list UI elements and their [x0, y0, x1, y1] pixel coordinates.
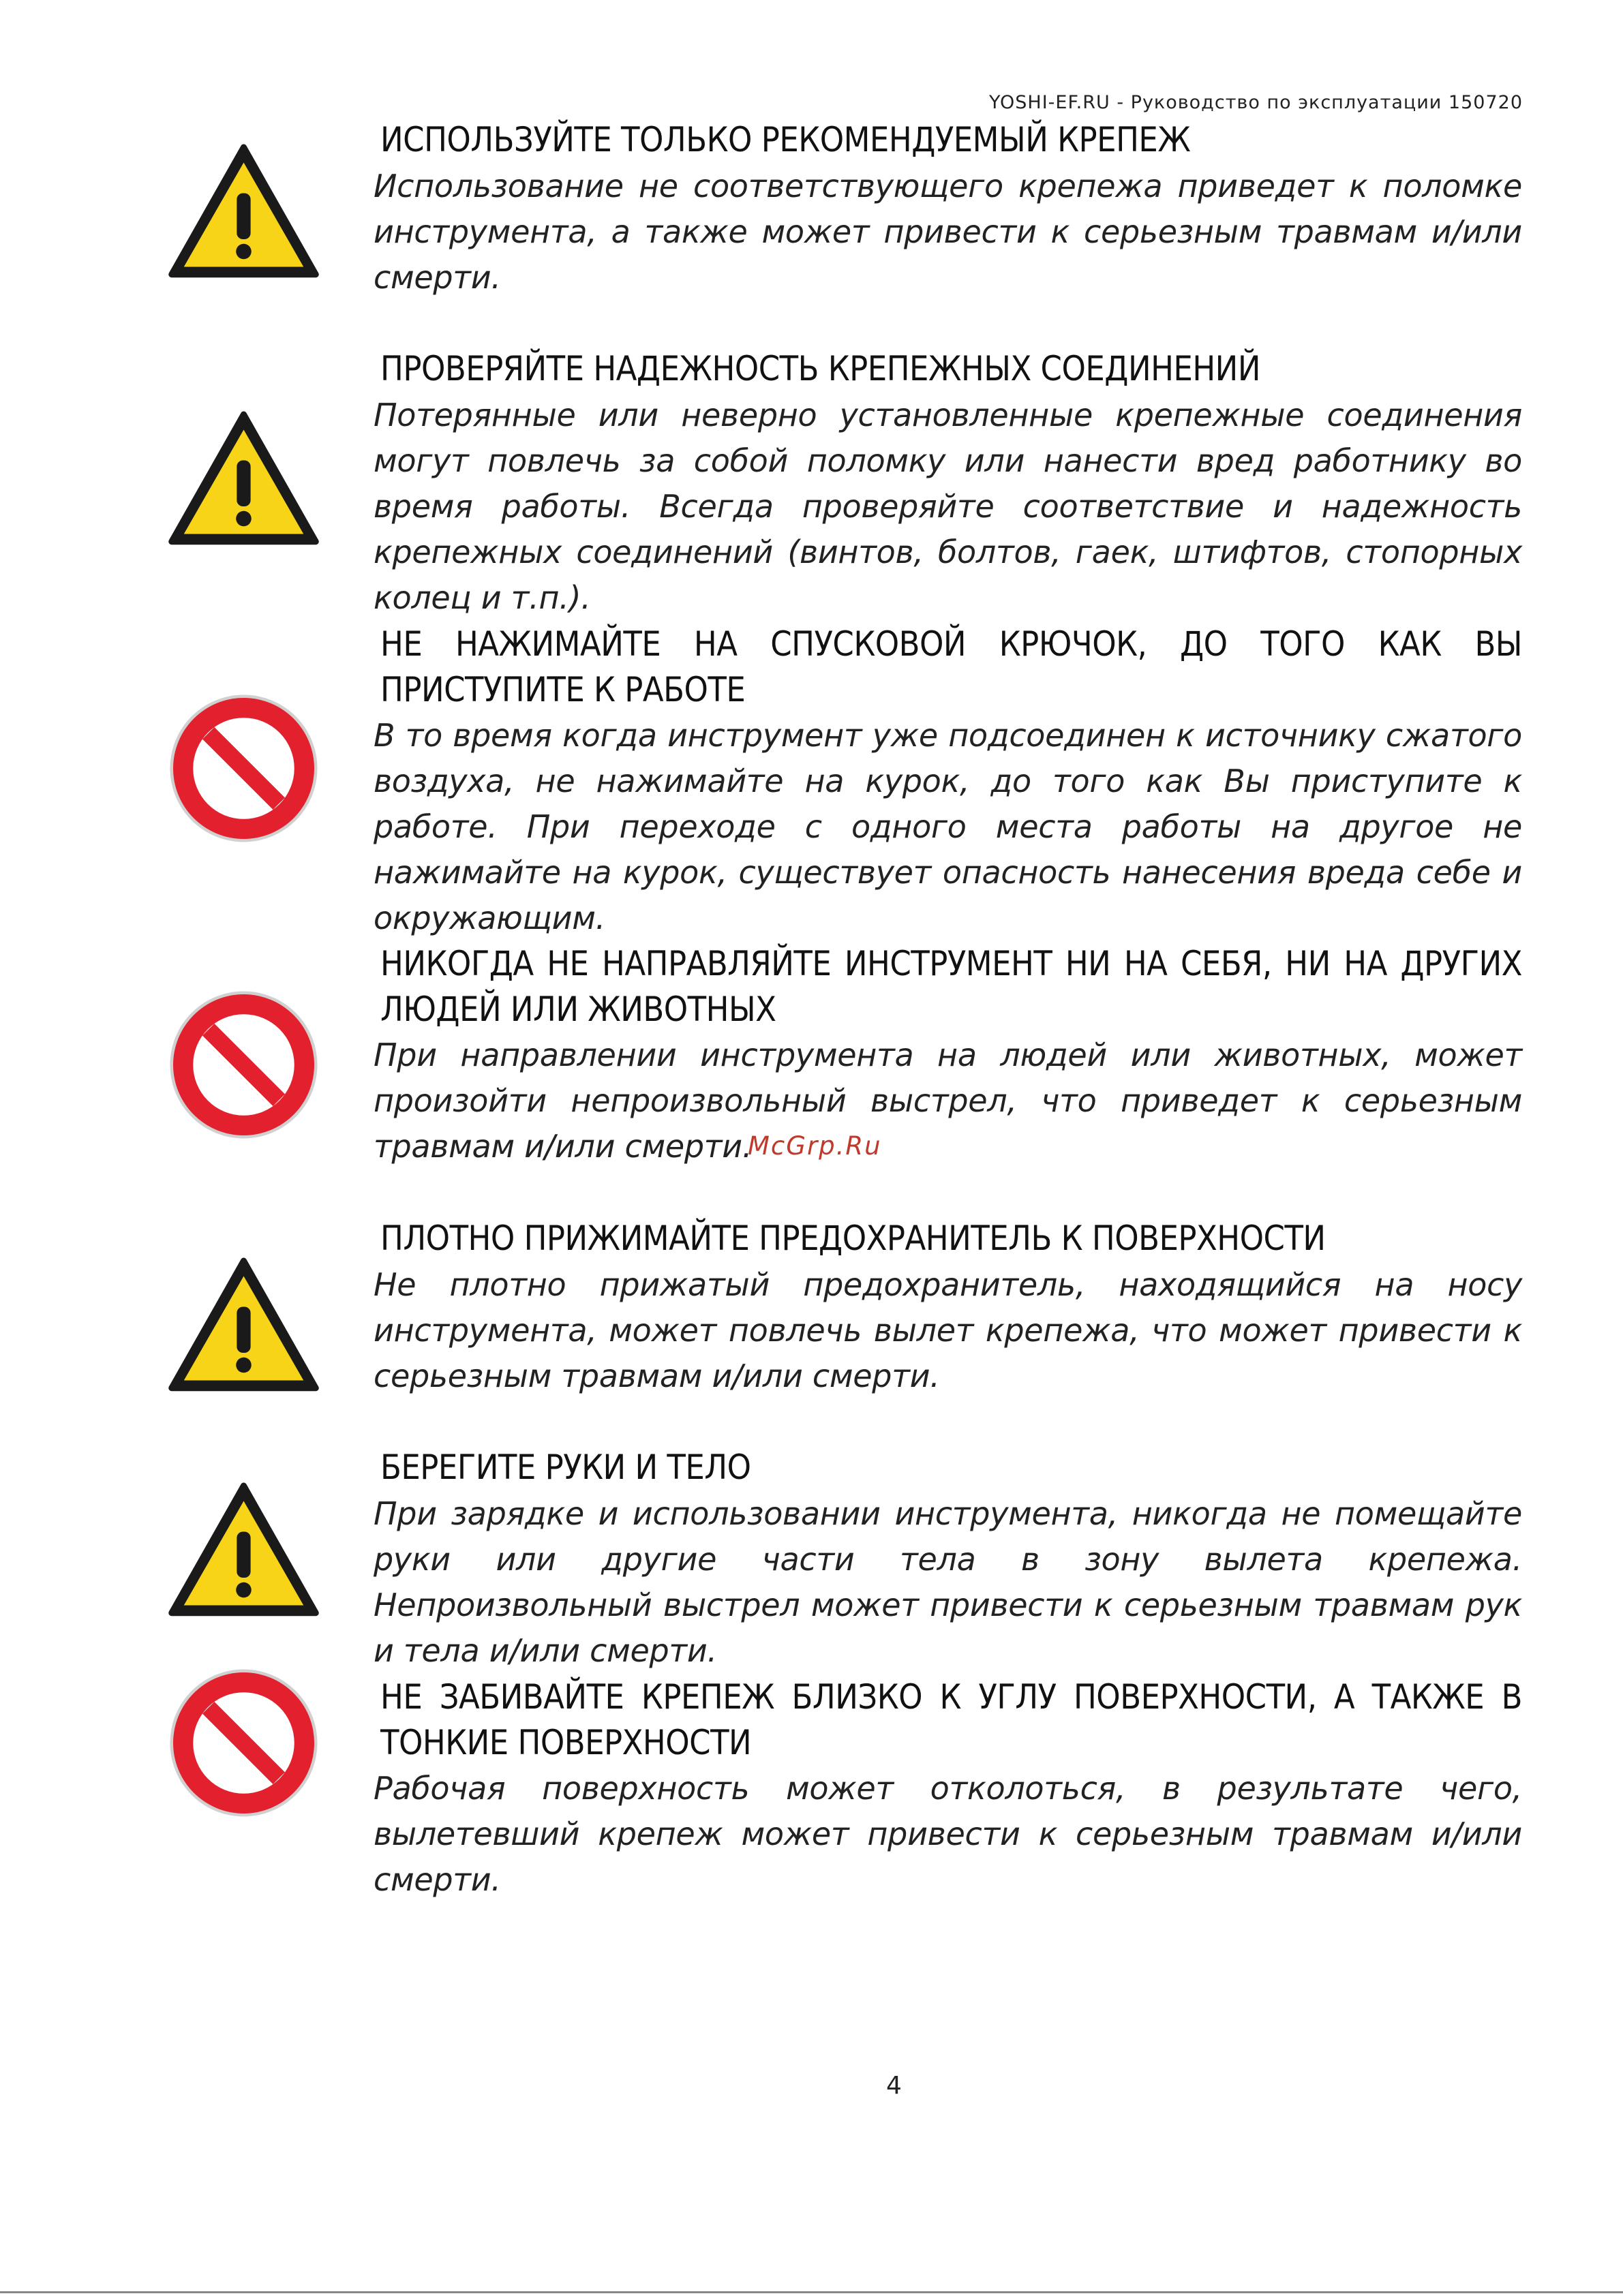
section-title: ИСПОЛЬЗУЙТЕ ТОЛЬКО РЕКОМЕНДУЕМЫЙ КРЕПЕЖ: [380, 120, 1191, 159]
page-header: YOSHI-EF.RU - Руководство по эксплуатации 150720: [988, 92, 1523, 113]
section-title: НЕ НАЖИМАЙТЕ НА СПУСКОВОЙ КРЮЧОК, ДО ТОГО КАК ВЫ ПРИСТУПИТЕ К РАБОТЕ: [380, 624, 1522, 709]
section-body: Не плотно прижатый предохранитель, находящийся на носу инструмента, может повлечь вылет крепежа, что может привести к серьезным травмам и/или смерти.: [374, 1266, 1522, 1394]
section-body: При зарядке и использовании инструмента, никогда не помещайте руки или другие части тела в зону вылета крепежа. Непроизвольный выстрел может привести к серьезным травмам рук и тела и/или смерти.: [374, 1495, 1522, 1669]
section-body: Использование не соответствующего крепежа приведет к поломке инструмента, а также может привести к серьезным травмам и/или смерти.: [374, 168, 1522, 296]
section-title: ПРОВЕРЯЙТЕ НАДЕЖНОСТЬ КРЕПЕЖНЫХ СОЕДИНЕНИЙ: [380, 349, 1260, 388]
page-bottom-rule: [0, 2291, 1623, 2293]
warning-triangle-icon: [167, 135, 320, 288]
section-title: ПЛОТНО ПРИЖИМАЙТЕ ПРЕДОХРАНИТЕЛЬ К ПОВЕРХНОСТИ: [380, 1219, 1326, 1258]
prohibition-icon: [167, 1666, 320, 1820]
warning-triangle-icon: [167, 1249, 320, 1402]
section-title: НИКОГДА НЕ НАПРАВЛЯЙТЕ ИНСТРУМЕНТ НИ НА СЕБЯ, НИ НА ДРУГИХ ЛЮДЕЙ ИЛИ ЖИВОТНЫХ: [380, 944, 1522, 1029]
prohibition-icon: [167, 988, 320, 1142]
section-title: НЕ ЗАБИВАЙТЕ КРЕПЕЖ БЛИЗКО К УГЛУ ПОВЕРХНОСТИ, А ТАКЖЕ В ТОНКИЕ ПОВЕРХНОСТИ: [380, 1677, 1522, 1762]
section-title: БЕРЕГИТЕ РУКИ И ТЕЛО: [380, 1448, 751, 1487]
section-body: В то время когда инструмент уже подсоединен к источнику сжатого воздуха, не нажимайте на курок, до того как Вы приступите к работе. При переходе с одного места работы на другое не нажимайте на курок, существует опасность нанесения вреда себе и окружающим.: [374, 717, 1522, 936]
section-body: При направлении инструмента на людей или животных, может произойти непроизвольный выстрел, что приведет к серьезным травмам и/или смерти.: [374, 1037, 1522, 1165]
section-body: Потерянные или неверно установленные крепежные соединения могут повлечь за собой поломку или нанести вред работнику во время работы. Всегда проверяйте соответствие и надежность крепежных соединений (винтов, болтов, гаек, штифтов, стопорных колец и т.п.).: [374, 397, 1522, 616]
warning-triangle-icon: [167, 1473, 320, 1627]
page-number: 4: [886, 2072, 902, 2100]
watermark-text: McGrp.Ru: [748, 1131, 882, 1161]
prohibition-icon: [167, 692, 320, 845]
section-body: Рабочая поверхность может отколоться, в результате чего, вылетевший крепеж может привести к серьезным травмам и/или смерти.: [374, 1770, 1522, 1898]
warning-triangle-icon: [167, 402, 320, 555]
